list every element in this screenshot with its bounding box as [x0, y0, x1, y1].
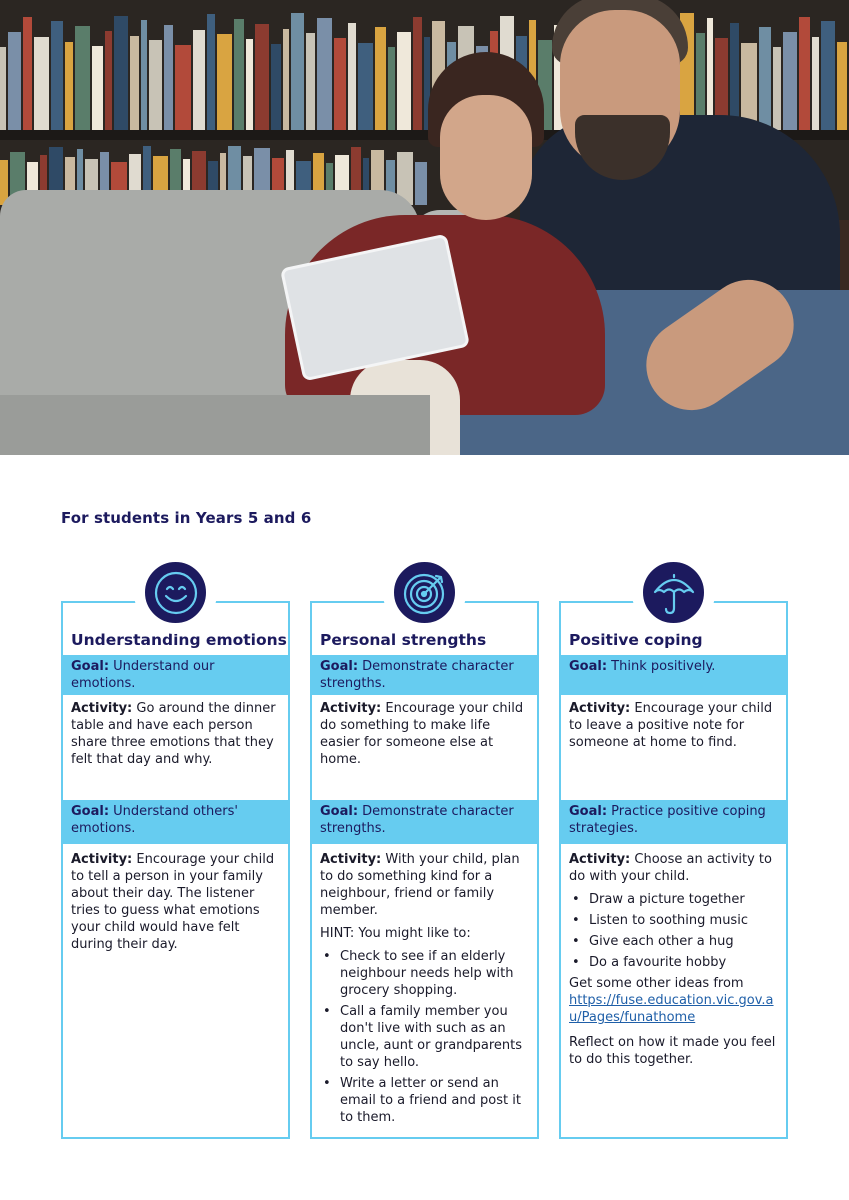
book-spine: [8, 32, 21, 130]
card-understanding-emotions: [61, 601, 290, 1139]
book-spine: [317, 18, 333, 130]
card-title: Personal strengths: [320, 631, 487, 649]
book-spine: [175, 45, 191, 130]
list-item: • Listen to soothing music: [569, 912, 778, 929]
activity-text-block: [312, 848, 537, 1130]
goal-text: Demonstrate character strengths.: [320, 804, 514, 836]
card-positive-coping: [559, 601, 788, 1139]
activity-label: Activity:: [71, 852, 133, 867]
card-title: Positive coping: [569, 631, 703, 649]
book-spine: [65, 42, 73, 131]
section-heading: For students in Years 5 and 6: [61, 509, 312, 527]
activity-text: With your child, plan to do something kind for a neighbour, friend or family member.: [320, 852, 520, 918]
goal-band: [561, 655, 786, 695]
activity-text-block: [63, 848, 288, 953]
goal-text: Think positively.: [611, 659, 716, 674]
activity-text: Encourage your child to leave a positive note for someone at home to find.: [569, 701, 773, 750]
goal-label: Goal:: [320, 659, 359, 674]
book-spine: [23, 17, 32, 130]
book-spine: [114, 16, 128, 130]
activity-text: Encourage your child do something to make life easier for someone else at home.: [320, 701, 524, 767]
book-spine: [34, 37, 50, 130]
goal-band: [561, 800, 786, 844]
list-item: • Check to see if an elderly neighbour needs help with grocery shopping.: [320, 948, 529, 999]
book-spine: [415, 162, 427, 205]
fun-at-home-link[interactable]: https://fuse.education.vic.gov.au/Pages/funathome: [569, 993, 774, 1025]
book-spine: [375, 27, 386, 130]
activity-text: Choose an activity to do with your child.: [569, 852, 772, 884]
book-spine: [51, 21, 63, 130]
goal-band: [63, 800, 288, 844]
book-spine: [234, 19, 245, 130]
activity-text-block: [63, 697, 288, 768]
book-spine: [837, 42, 847, 131]
book-spine: [707, 18, 713, 130]
book-spine: [388, 47, 395, 130]
activity-label: Activity:: [320, 701, 382, 716]
book-spine: [812, 37, 819, 130]
goal-band: [63, 655, 288, 695]
book-spine: [271, 44, 281, 130]
list-item: • Write a letter or send an email to a friend and post it to them.: [320, 1075, 529, 1126]
umbrella-icon: [638, 557, 709, 628]
activity-text-block: [561, 697, 786, 751]
book-spine: [413, 17, 423, 130]
list-item: • Give each other a hug: [569, 933, 778, 950]
activity-text: Go around the dinner table and have each person share three emotions that they felt that day and why.: [71, 701, 276, 767]
girl-head: [440, 95, 532, 220]
book-spine: [255, 24, 269, 130]
hero-photo: [0, 0, 849, 455]
goal-label: Goal:: [569, 659, 608, 674]
book-row: [0, 12, 849, 130]
goal-band: [312, 800, 537, 844]
activity-label: Activity:: [569, 852, 631, 867]
book-spine: [207, 14, 215, 130]
book-spine: [283, 29, 289, 130]
book-spine: [358, 43, 373, 130]
hint-text: HINT: You might like to:: [320, 926, 471, 941]
book-spine: [306, 33, 315, 130]
book-spine: [141, 20, 147, 130]
activity-label: Activity:: [71, 701, 133, 716]
smiley-face-icon: [140, 557, 211, 628]
activity-label: Activity:: [569, 701, 631, 716]
book-spine: [246, 39, 253, 130]
book-spine: [334, 38, 346, 130]
goal-text: Practice positive coping strategies.: [569, 804, 766, 836]
goal-label: Goal:: [71, 659, 110, 674]
book-spine: [193, 30, 205, 130]
book-spine: [291, 13, 304, 130]
book-spine: [759, 27, 771, 130]
book-spine: [130, 36, 140, 130]
book-spine: [217, 34, 232, 130]
goal-text: Understand our emotions.: [71, 659, 215, 691]
list-item: • Call a family member you don't live with such as an uncle, aunt or grandparents to say hello.: [320, 1003, 529, 1071]
sofa-seat: [0, 395, 430, 455]
target-icon: [389, 557, 460, 628]
activity-text-block: [561, 848, 786, 1068]
goal-text: Understand others' emotions.: [71, 804, 238, 836]
hint-list: [320, 948, 529, 1126]
book-spine: [821, 21, 835, 130]
activity-text-block: [312, 697, 537, 768]
book-spine: [164, 25, 173, 130]
book-spine: [0, 47, 6, 130]
book-spine: [783, 32, 798, 130]
book-spine: [799, 17, 810, 130]
goal-text: Demonstrate character strengths.: [320, 659, 514, 691]
activity-list: [569, 891, 778, 971]
goal-label: Goal:: [569, 804, 608, 819]
book-spine: [397, 32, 411, 130]
book-spine: [730, 23, 739, 130]
book-spine: [92, 46, 103, 130]
book-spine: [105, 31, 112, 130]
goal-label: Goal:: [320, 804, 359, 819]
card-title: Understanding emotions: [71, 631, 287, 649]
goal-band: [312, 655, 537, 695]
reflect-text: Reflect on how it made you feel to do this together.: [569, 1035, 776, 1067]
book-spine: [773, 47, 781, 130]
activity-text: Encourage your child to tell a person in your family about their day. The listener tries to guess what emotions your child would have felt during their day.: [71, 852, 275, 952]
more-ideas-text: Get some other ideas from: [569, 976, 744, 991]
list-item: • Draw a picture together: [569, 891, 778, 908]
goal-label: Goal:: [71, 804, 110, 819]
book-spine: [149, 40, 162, 130]
book-spine: [75, 26, 90, 130]
list-item: • Do a favourite hobby: [569, 954, 778, 971]
activity-label: Activity:: [320, 852, 382, 867]
card-personal-strengths: [310, 601, 539, 1139]
book-spine: [348, 23, 356, 130]
